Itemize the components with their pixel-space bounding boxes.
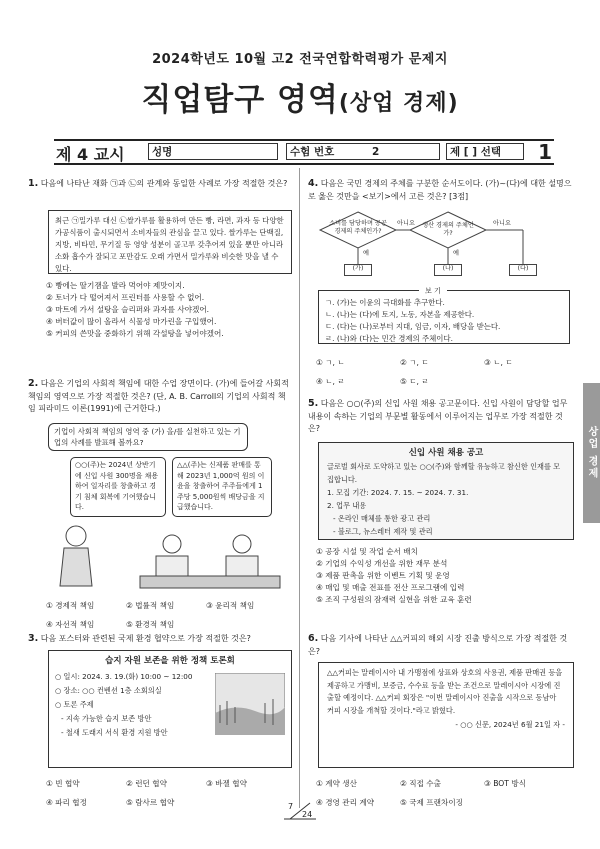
question-3 [28, 633, 290, 646]
q3-options [46, 771, 296, 809]
option[interactable]: ⑤ ㄷ, ㄹ [400, 377, 429, 386]
option[interactable]: ④ ㄴ, ㄹ [316, 377, 345, 386]
choice-field[interactable] [446, 143, 524, 160]
student1-speech-bubble: ○○(주)는 2024년 상반기에 신입 사원 300명을 채용하여 일자리를 창출하고 경기 침체 회복에 기여했습니다. [70, 457, 166, 517]
question-stem: 다음 기사에 나타난 △△커피의 해외 시장 진출 방식으로 가장 적절한 것은? [308, 634, 568, 656]
footer-page-current: 7 [288, 802, 294, 811]
bogi-box [318, 287, 570, 344]
subject-side-tab: 상업 경제 [583, 383, 600, 523]
choice-label: 제 [ ] 선택 [450, 146, 501, 158]
poster-line: ○ 장소: ○○ 컨벤션 1층 소회의실 [55, 686, 162, 695]
subject-title [0, 74, 600, 119]
q3-poster [48, 650, 292, 768]
question-number: 2. [28, 378, 39, 389]
option[interactable]: ⑤ 커피의 쓴맛을 중화하기 위해 각설탕을 넣어야겠어. [46, 329, 224, 338]
option[interactable]: ② 법률적 책임 [126, 601, 175, 610]
q1-passage-box: 최근 ㉠밀가루 대신 ㉡쌀가루를 활용하여 만든 빵, 라면, 과자 등 다양한 가공식품이 출시되면서 소비자들의 관심을 끌고 있다. 쌀가루는 단백질, 지방, 비타민, 무기질 등 영양 성분이 골고루 갖추어져 있을 뿐만 아니라 소화 흡수가 잘되고 포만감도 오래 가면서 밀가루와 비슷한 맛을 낼 수 있다. [48, 210, 292, 274]
option[interactable]: ④ 자선적 책임 [46, 620, 95, 629]
option[interactable]: ⑤ 람사르 협약 [126, 798, 175, 807]
q6-options [316, 771, 576, 809]
q5-notice [318, 442, 574, 540]
bogi-item: ㄴ. (나)는 (다)에 토지, 노동, 자본을 제공한다. [325, 310, 475, 319]
exam-info-bar [54, 139, 554, 165]
option[interactable]: ④ 경영 관리 계약 [316, 798, 375, 807]
option[interactable]: ③ 마트에 가서 설탕을 슬리퍼와 과자를 사야겠어. [46, 305, 210, 314]
poster-title: 습지 자원 보존을 위한 정책 토론회 [105, 656, 235, 666]
option[interactable]: ④ 버터값이 많이 올라서 식물성 마가린을 구입했어. [46, 317, 217, 326]
option[interactable]: ③ 윤리적 책임 [206, 601, 255, 610]
option[interactable]: ⑤ 국제 프랜차이징 [400, 798, 463, 807]
bogi-title: 보 기 [419, 285, 447, 297]
question-stem: 다음 포스터와 관련된 국제 환경 협약으로 가장 적절한 것은? [40, 634, 251, 643]
exam-number-field[interactable] [286, 143, 440, 160]
poster-line: ○ 토론 주제 [55, 700, 94, 709]
question-number: 1. [28, 178, 39, 189]
flow-yes-label: 예 [453, 250, 459, 257]
flow-no-label: 아니요 [397, 220, 415, 227]
option[interactable]: ① 계약 생산 [316, 779, 357, 788]
option[interactable]: ③ 바젤 협약 [206, 779, 247, 788]
question-5 [308, 398, 574, 436]
classroom-illustration [46, 518, 292, 590]
option[interactable]: ② 런던 협약 [126, 779, 167, 788]
option[interactable]: ① 공장 시설 및 작업 순서 배치 [316, 547, 418, 556]
footer-page-indicator [284, 802, 316, 820]
article-source: - ○○ 신문, 2024년 6월 21일 자 - [455, 720, 565, 729]
page-number: 1 [538, 140, 552, 164]
option[interactable]: ① 경제적 책임 [46, 601, 95, 610]
option[interactable]: ② 토너가 다 떨어져서 프린터를 사용할 수 없어. [46, 293, 205, 302]
question-number: 6. [308, 633, 319, 644]
option[interactable]: ④ 매입 및 매출 전표를 전산 프로그램에 입력 [316, 583, 465, 592]
flow-result-a: (가) [344, 264, 372, 276]
question-stem: 다음은 ○○(주)의 신입 사원 채용 공고문이다. 신입 사원이 담당할 업무 내용이 속하는 기업의 부문별 활동에서 이루어지는 업무로 가장 적절한 것은? [308, 399, 568, 433]
question-6 [308, 633, 574, 658]
poster-line: ○ 일시: 2024. 3. 19.(화) 10:00 ~ 12:00 [55, 672, 193, 681]
question-stem: 다음에 나타난 재화 ㉠과 ㉡의 관계와 동일한 사례로 가장 적절한 것은? [40, 179, 288, 188]
option[interactable]: ② ㄱ, ㄷ [400, 358, 429, 367]
question-number: 3. [28, 633, 39, 644]
column-divider [299, 168, 300, 808]
exam-number-value: 2 [372, 146, 380, 158]
subject-title-sub: (상업 경제) [338, 91, 459, 116]
flow-question-1: 소비를 담당하며 공공 경제의 주체인가? [329, 220, 387, 235]
exam-number-label: 수험 번호 [290, 146, 335, 158]
student2-speech-bubble: △△(주)는 신제품 판매를 통해 2023년 1,000억 원의 이윤을 창출하여 주주들에게 1주당 5,000원씩 배당금을 지급했습니다. [172, 457, 272, 517]
option[interactable]: ⑤ 조직 구성원의 잠재력 실현을 위한 교육 훈련 [316, 595, 472, 604]
q4-options [316, 350, 576, 388]
article-text: △△커피는 말레이시아 내 가맹점에 상표와 상호의 사용권, 제품 판매권 등을 제공하고 가맹비, 보증금, 수수료 등을 받는 조건으로 말레이시아 시장에 진출할 예정이다. △△커피 회장은 "이번 말레이시아 진출을 시작으로 동남아 커피 시장을 개척할 것이다."라고 밝혔다. [327, 668, 563, 715]
flow-yes-label: 예 [363, 250, 369, 257]
notice-line: - 온라인 매체를 통한 광고 관리 [333, 514, 431, 523]
option[interactable]: ② 기업의 수익성 개선을 위한 재무 분석 [316, 559, 448, 568]
name-field[interactable] [148, 143, 278, 160]
exam-subtitle: 2024학년도 10월 고2 전국연합학력평가 문제지 [152, 52, 448, 67]
poster-line: - 철새 도래지 서식 환경 지원 방안 [61, 728, 168, 737]
q1-options [46, 280, 296, 340]
question-stem: 다음은 기업의 사회적 책임에 대한 수업 장면이다. (가)에 들어갈 사회적 책임의 영역으로 가장 적절한 것은? (단, A. B. Carroll의 기업의 사회적 책임 피라미드 이론(1991)에 근거한다.) [28, 379, 289, 413]
option[interactable]: ③ BOT 방식 [484, 779, 526, 788]
notice-line: - 블로그, 뉴스레터 제작 및 관리 [333, 527, 433, 536]
teacher-speech-bubble: 기업이 사회적 책임의 영역 중 (가) 을/를 실천하고 있는 기업의 사례를 발표해 볼까요? [48, 423, 248, 451]
notice-line: 1. 모집 기간: 2024. 7. 15. ~ 2024. 7. 31. [327, 488, 469, 497]
flow-result-b: (나) [434, 264, 462, 276]
notice-line: 2. 업무 내용 [327, 501, 367, 510]
question-1 [28, 178, 290, 191]
name-label: 성명 [152, 146, 173, 158]
q5-options [316, 546, 576, 606]
question-2 [28, 378, 290, 416]
flow-question-2: 생산 경제의 주체인가? [422, 222, 474, 237]
option[interactable]: ④ 파리 협정 [46, 798, 87, 807]
bogi-item: ㄷ. (다)는 (나)로부터 지대, 임금, 이자, 배당을 받는다. [325, 322, 501, 331]
q4-flowchart [318, 210, 568, 280]
footer-page-total: 24 [302, 810, 313, 819]
flow-no-label: 아니요 [493, 220, 511, 227]
option[interactable]: ② 직접 수출 [400, 779, 441, 788]
question-stem: 다음은 국민 경제의 주체를 구분한 순서도이다. (가)~(다)에 대한 설명으로 옳은 것만을 <보기>에서 고른 것은? [3점] [308, 179, 572, 201]
bogi-item: ㄱ. (가)는 이윤의 극대화를 추구한다. [325, 298, 445, 307]
wetland-image [215, 673, 285, 735]
q6-article [318, 662, 574, 768]
option[interactable]: ① 빵에는 딸기잼을 발라 먹어야 제맛이지. [46, 281, 185, 290]
q2-options [46, 593, 296, 631]
option[interactable]: ③ ㄴ, ㄷ [484, 358, 513, 367]
flow-result-c: (다) [509, 264, 537, 276]
question-number: 4. [308, 178, 319, 189]
option[interactable]: ① 빈 협약 [46, 779, 80, 788]
question-4 [308, 178, 574, 203]
bogi-item: ㄹ. (나)와 (다)는 민간 경제의 주체이다. [325, 334, 453, 343]
option[interactable]: ③ 제품 판촉을 위한 이벤트 기획 및 운영 [316, 571, 450, 580]
question-number: 5. [308, 398, 319, 409]
notice-line: 글로벌 회사로 도약하고 있는 ○○(주)와 함께할 유능하고 참신한 인재를 모집합니다. [327, 462, 561, 484]
option[interactable]: ① ㄱ, ㄴ [316, 358, 345, 367]
period-label: 제 4 교시 [56, 145, 125, 164]
notice-title: 신입 사원 채용 공고 [408, 448, 484, 458]
poster-line: - 지속 가능한 습지 보존 방안 [61, 714, 152, 723]
subject-title-main: 직업탐구 영역 [141, 82, 339, 118]
option[interactable]: ⑤ 환경적 책임 [126, 620, 175, 629]
